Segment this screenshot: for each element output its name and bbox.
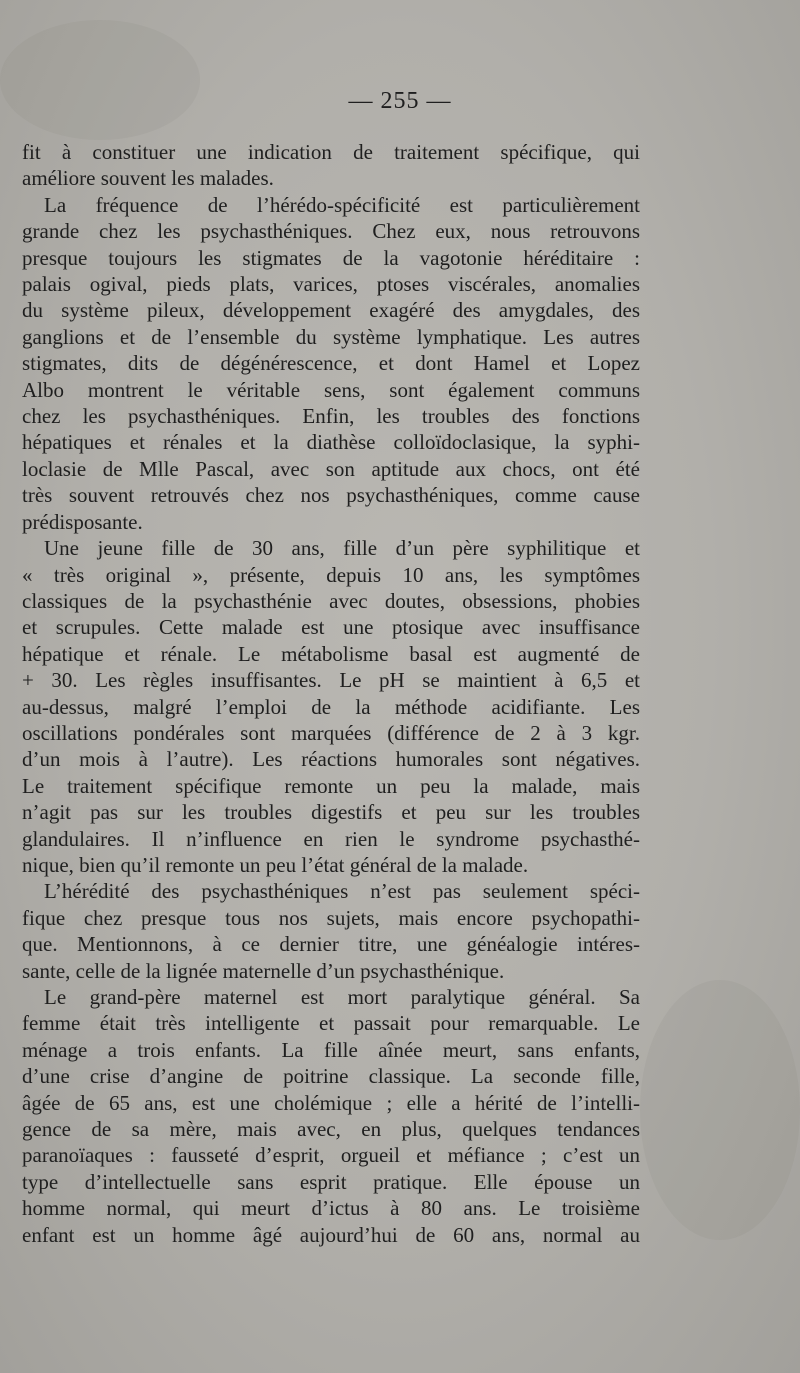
text-line: n’agit pas sur les troubles digestifs et peu sur les troubles bbox=[22, 800, 640, 825]
text-line: au-dessus, malgré l’emploi de la méthode acidifiante. Les bbox=[22, 694, 640, 719]
text-line: gence de sa mère, mais avec, en plus, quelques tendances bbox=[22, 1117, 640, 1142]
paper-stain bbox=[0, 20, 200, 140]
text-line: d’une crise d’angine de poitrine classique. La seconde fille, bbox=[22, 1064, 640, 1089]
text-line: La fréquence de l’hérédo-spécificité est particulièrement bbox=[44, 192, 640, 217]
text-line: stigmates, dits de dégénérescence, et dont Hamel et Lopez bbox=[22, 351, 640, 376]
text-line: classiques de la psychasthénie avec doutes, obsessions, phobies bbox=[22, 588, 640, 613]
text-line: oscillations pondérales sont marquées (différence de 2 à 3 kgr. bbox=[22, 720, 640, 745]
text-line: Le grand-père maternel est mort paralytique général. Sa bbox=[44, 985, 640, 1009]
page-number: — 255 — bbox=[348, 88, 452, 114]
text-line: « très original », présente, depuis 10 ans, les symptômes bbox=[22, 562, 640, 587]
text-line: glandulaires. Il n’influence en rien le syndrome psychasthé- bbox=[22, 826, 640, 851]
text-line: loclasie de Mlle Pascal, avec son aptitude aux chocs, ont été bbox=[22, 456, 640, 481]
text-line: d’un mois à l’autre). Les réactions humorales sont négatives. bbox=[22, 747, 640, 772]
text-line: L’hérédité des psychasthéniques n’est pas seulement spéci- bbox=[44, 879, 640, 904]
text-line: + 30. Les règles insuffisantes. Le pH se maintient à 6,5 et bbox=[22, 668, 640, 693]
text-line: type d’intellectuelle sans esprit pratique. Elle épouse un bbox=[22, 1169, 640, 1194]
text-line: Une jeune fille de 30 ans, fille d’un père syphilitique et bbox=[44, 536, 640, 561]
text-line: fit à constituer une indication de traitement spécifique, qui bbox=[22, 140, 640, 164]
text-line: âgée de 65 ans, est une cholémique ; elle a hérité de l’intelli- bbox=[22, 1090, 640, 1115]
text-line: ganglions et de l’ensemble du système lymphatique. Les autres bbox=[22, 324, 640, 349]
text-line: paranoïaques : fausseté d’esprit, orgueil et méfiance ; c’est un bbox=[22, 1143, 640, 1168]
text-line: ménage a trois enfants. La fille aînée meurt, sans enfants, bbox=[22, 1037, 640, 1062]
text-line: du système pileux, développement exagéré des amygdales, des bbox=[22, 298, 640, 323]
text-line: prédisposante. bbox=[22, 509, 143, 534]
text-line: femme était très intelligente et passait pour remarquable. Le bbox=[22, 1011, 640, 1036]
text-line: chez les psychasthéniques. Enfin, les troubles des fonctions bbox=[22, 404, 640, 429]
text-line: hépatique et rénale. Le métabolisme basal est augmenté de bbox=[22, 641, 640, 666]
text-line: hépatiques et rénales et la diathèse colloïdoclasique, la syphi- bbox=[22, 430, 640, 455]
text-line: Le traitement spécifique remonte un peu la malade, mais bbox=[22, 773, 640, 798]
text-line: Albo montrent le véritable sens, sont également communs bbox=[22, 377, 640, 402]
text-line: très souvent retrouvés chez nos psychasthéniques, comme cause bbox=[22, 483, 640, 508]
body-text bbox=[22, 139, 640, 1248]
text-line: et scrupules. Cette malade est une ptosique avec insuffisance bbox=[22, 615, 640, 640]
paper-stain bbox=[640, 980, 800, 1240]
text-line: grande chez les psychasthéniques. Chez eux, nous retrouvons bbox=[22, 219, 640, 244]
text-line: améliore souvent les malades. bbox=[22, 166, 274, 191]
text-line: presque toujours les stigmates de la vagotonie héréditaire : bbox=[22, 245, 640, 270]
text-line: que. Mentionnons, à ce dernier titre, une généalogie intéres- bbox=[22, 932, 640, 957]
text-line: palais ogival, pieds plats, varices, ptoses viscérales, anomalies bbox=[22, 272, 640, 297]
text-line: sante, celle de la lignée maternelle d’un psychasthénique. bbox=[22, 958, 505, 983]
text-line: nique, bien qu’il remonte un peu l’état général de la malade. bbox=[22, 852, 529, 877]
text-line: enfant est un homme âgé aujourd’hui de 60 ans, normal au bbox=[22, 1222, 640, 1247]
text-line: homme normal, qui meurt d’ictus à 80 ans. Le troisième bbox=[22, 1196, 640, 1221]
text-line: fique chez presque tous nos sujets, mais encore psychopathi- bbox=[22, 905, 640, 930]
